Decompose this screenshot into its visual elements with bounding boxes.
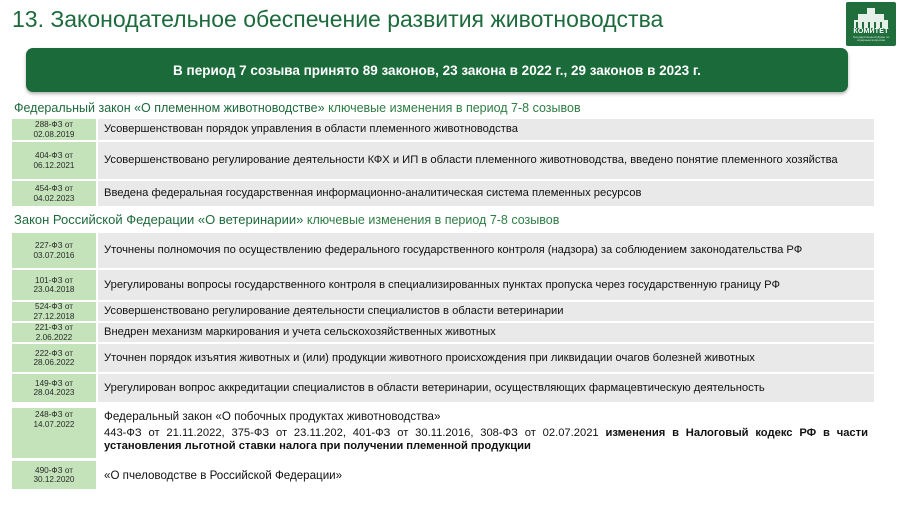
- byproducts-law-title: Федеральный закон «О побочных продуктах животноводства»: [104, 410, 441, 423]
- law-row: [12, 270, 874, 300]
- section-law: Закон Российской Федерации «О ветеринарии»: [14, 212, 304, 227]
- law-description: Усовершенствовано регулирование деятельности специалистов в области ветеринарии: [98, 302, 874, 321]
- law-description: Внедрен механизм маркирования и учета сельскохозяйственных животных: [98, 323, 874, 342]
- law-description: [98, 408, 874, 458]
- section-law: Федеральный закон «О племенном животноводстве»: [14, 101, 325, 115]
- page-title: 13. Законодательное обеспечение развития животноводства: [12, 6, 664, 32]
- law-row: [12, 374, 874, 402]
- tax-code-note: изменения в Налоговый кодекс РФ в части установления льготной ставки налога при получении племенной продукции: [104, 427, 868, 452]
- law-row: [12, 233, 874, 268]
- section-changes: ключевые изменения в период 7-8 созывов: [328, 101, 581, 115]
- law-code: 222-ФЗ от 28.06.2022: [12, 344, 96, 372]
- law-code: 227-ФЗ от 03.07.2016: [12, 233, 96, 268]
- law-description: Урегулирован вопрос аккредитации специалистов в области ветеринарии, осуществляющих фармацевтическую деятельность: [98, 374, 874, 402]
- law-row-beekeeping: [12, 461, 874, 489]
- law-code: 221-ФЗ от 2.06.2022: [12, 323, 96, 342]
- law-description: Уточнен порядок изъятия животных и (или) продукции животного происхождения при ликвидации очагов болезней животных: [98, 344, 874, 372]
- law-code: 288-ФЗ от 02.08.2019: [12, 119, 96, 140]
- law-description: Введена федеральная государственная информационно-аналитическая система племенных ресурсов: [98, 181, 874, 206]
- law-description: Уточнены полномочия по осуществлению федерального государственного контроля (надзора) за соблюдением законодательства РФ: [98, 233, 874, 268]
- law-description: Усовершенствован порядок управления в области племенного животноводства: [98, 119, 874, 140]
- law-row: [12, 344, 874, 372]
- section-title-veterinary: [14, 212, 559, 227]
- logo-title: КОМИТЕТ: [853, 28, 889, 35]
- summary-banner: В период 7 созыва принято 89 законов, 23 закона в 2022 г., 29 законов в 2023 г.: [26, 48, 848, 92]
- law-code: 490-ФЗ от 30.12.2020: [12, 461, 96, 489]
- law-code: 404-ФЗ от 06.12.2021: [12, 142, 96, 179]
- law-row-byproducts: [12, 408, 874, 458]
- section-changes: ключевые изменения в период 7-8 созывов: [306, 213, 560, 227]
- law-code: 454-ФЗ от 04.02.2023: [12, 181, 96, 206]
- law-row: [12, 302, 874, 321]
- law-description: Усовершенствовано регулирование деятельности КФХ и ИП в области племенного животноводства, введено понятие племенного хозяйства: [98, 142, 874, 179]
- logo-subtitle: Государственной Думы по аграрным вопросам: [852, 36, 890, 42]
- law-description: Урегулированы вопросы государственного контроля в специализированных пунктах пропуска через государственную границу РФ: [98, 270, 874, 300]
- law-row: [12, 119, 874, 140]
- tax-code-changes: [104, 427, 868, 453]
- building-icon: [852, 6, 890, 28]
- law-code: 248-ФЗ от 14.07.2022: [12, 408, 96, 458]
- law-code: 149-ФЗ от 28.04.2023: [12, 374, 96, 402]
- committee-logo: [846, 2, 896, 46]
- law-code: 101-ФЗ от 23.04.2018: [12, 270, 96, 300]
- law-row: [12, 181, 874, 206]
- law-code: 524-ФЗ от 27.12.2018: [12, 302, 96, 321]
- law-description: «О пчеловодстве в Российской Федерации»: [98, 461, 874, 489]
- tax-code-law-list: 443-ФЗ от 21.11.2022, 375-ФЗ от 23.11.202, 401-ФЗ от 30.11.2016, 308-ФЗ от 02.07.2021: [104, 427, 599, 439]
- law-row: [12, 323, 874, 342]
- law-row: [12, 142, 874, 179]
- section-title-breeding: [14, 101, 581, 115]
